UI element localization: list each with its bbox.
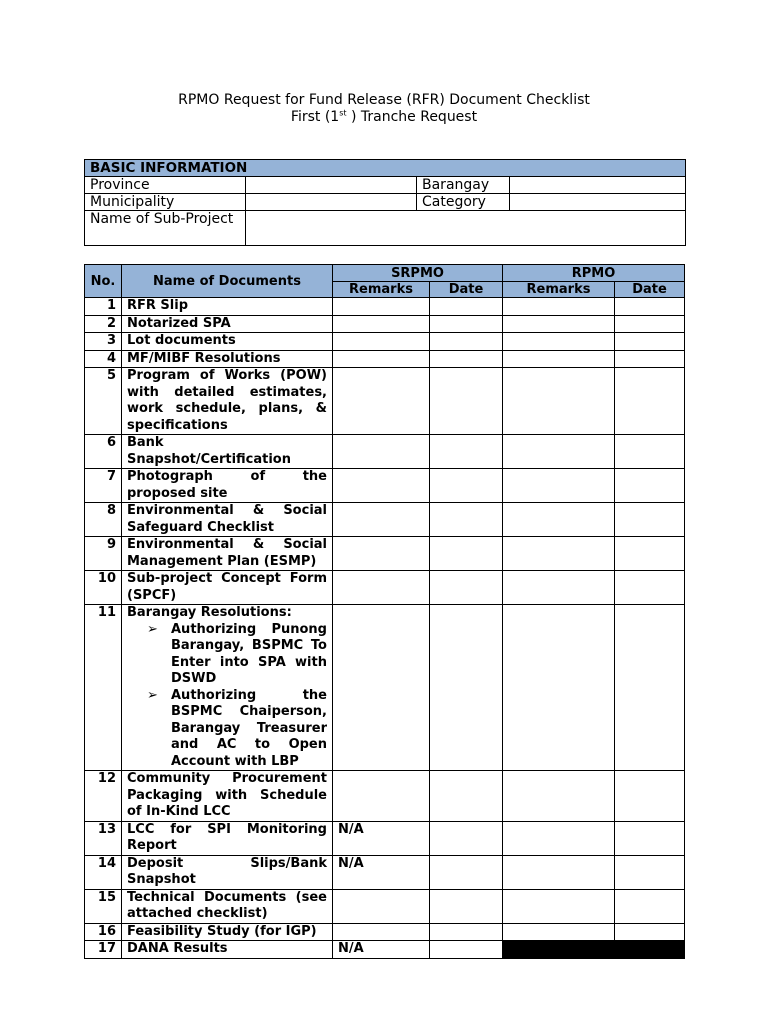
- table-row: [85, 855, 685, 889]
- rpmo-remarks-cell[interactable]: [503, 855, 615, 889]
- table-row: [85, 315, 685, 333]
- document-name: [122, 605, 333, 771]
- document-name-text: Notarized SPA: [127, 315, 231, 331]
- table-row: [85, 771, 685, 822]
- table-row: [85, 333, 685, 351]
- arrow-bullet-icon: ➢: [147, 687, 158, 703]
- document-name-text: DANA Results: [127, 941, 228, 956]
- rpmo-remarks-cell[interactable]: [503, 571, 615, 605]
- srpmo-date-cell[interactable]: [430, 469, 503, 503]
- document-name-text: Sub-project Concept Form (SPCF): [127, 571, 327, 603]
- document-name-text: LCC for SPI Monitoring Report: [127, 821, 327, 853]
- srpmo-remarks-cell[interactable]: [333, 435, 430, 469]
- rpmo-remarks-cell[interactable]: [503, 350, 615, 368]
- srpmo-remarks-cell[interactable]: [333, 469, 430, 503]
- srpmo-remarks-cell[interactable]: [333, 315, 430, 333]
- row-number: 4: [85, 350, 122, 368]
- checklist-rows: [85, 298, 685, 959]
- rpmo-date-cell[interactable]: [615, 771, 685, 822]
- srpmo-date-cell[interactable]: [430, 605, 503, 771]
- document-name: [122, 889, 333, 923]
- row-number: 5: [85, 368, 122, 435]
- row-number: 6: [85, 435, 122, 469]
- rpmo-date-cell[interactable]: [615, 889, 685, 923]
- srpmo-remarks-cell[interactable]: N/A: [333, 821, 430, 855]
- rpmo-remarks-cell[interactable]: [503, 298, 615, 316]
- srpmo-date-cell[interactable]: [430, 889, 503, 923]
- table-row: [85, 605, 685, 771]
- rpmo-remarks-cell[interactable]: [503, 469, 615, 503]
- document-name: [122, 469, 333, 503]
- srpmo-remarks-cell[interactable]: N/A: [333, 941, 430, 959]
- document-name: [122, 923, 333, 941]
- row-number: 1: [85, 298, 122, 316]
- document-name: [122, 571, 333, 605]
- document-name: [122, 350, 333, 368]
- row-number: 13: [85, 821, 122, 855]
- document-subtitle: [0, 109, 768, 126]
- srpmo-date-cell[interactable]: [430, 821, 503, 855]
- rpmo-date-cell: [615, 941, 685, 959]
- table-row: [85, 923, 685, 941]
- table-row: [85, 503, 685, 537]
- header-srpmo-remarks: Remarks: [333, 282, 430, 298]
- rpmo-remarks-cell[interactable]: [503, 889, 615, 923]
- srpmo-date-cell[interactable]: [430, 537, 503, 571]
- arrow-bullet-icon: ➢: [147, 621, 158, 637]
- table-row: [85, 571, 685, 605]
- rpmo-date-cell[interactable]: [615, 503, 685, 537]
- document-name: [122, 821, 333, 855]
- table-row: [85, 368, 685, 435]
- srpmo-date-cell[interactable]: [430, 368, 503, 435]
- subtitle-text-post: ) Tranche Request: [346, 109, 478, 125]
- document-name-text: Barangay Resolutions:: [127, 605, 292, 620]
- rpmo-date-cell[interactable]: [615, 368, 685, 435]
- barangay-label: Barangay: [417, 177, 510, 194]
- srpmo-date-cell[interactable]: [430, 298, 503, 316]
- srpmo-remarks-cell[interactable]: N/A: [333, 855, 430, 889]
- srpmo-remarks-cell[interactable]: [333, 923, 430, 941]
- srpmo-date-cell[interactable]: [430, 333, 503, 351]
- rpmo-date-cell[interactable]: [615, 923, 685, 941]
- document-name-text: Bank Snapshot/Certification: [127, 435, 291, 467]
- srpmo-remarks-cell[interactable]: [333, 571, 430, 605]
- header-rpmo-remarks: Remarks: [503, 282, 615, 298]
- table-row: [85, 941, 685, 959]
- rpmo-remarks-cell[interactable]: [503, 435, 615, 469]
- document-name-text: Program of Works (POW) with detailed estimates, work schedule, plans, & specifications: [127, 368, 327, 433]
- subtitle-text-pre: First (1: [290, 109, 340, 125]
- document-name: [122, 941, 333, 959]
- document-name: [122, 333, 333, 351]
- table-row: [85, 537, 685, 571]
- document-name: [122, 503, 333, 537]
- srpmo-remarks-cell[interactable]: [333, 537, 430, 571]
- row-number: 10: [85, 571, 122, 605]
- table-row: [85, 298, 685, 316]
- rpmo-date-cell[interactable]: [615, 571, 685, 605]
- rpmo-date-cell[interactable]: [615, 350, 685, 368]
- rpmo-remarks-cell: [503, 941, 615, 959]
- document-name-text: Photograph of the proposed site: [127, 469, 327, 501]
- srpmo-date-cell[interactable]: [430, 941, 503, 959]
- rpmo-remarks-cell[interactable]: [503, 771, 615, 822]
- rpmo-date-cell[interactable]: [615, 605, 685, 771]
- document-name: [122, 435, 333, 469]
- rpmo-remarks-cell[interactable]: [503, 923, 615, 941]
- rpmo-date-cell[interactable]: [615, 333, 685, 351]
- srpmo-remarks-cell[interactable]: [333, 368, 430, 435]
- row-number: 2: [85, 315, 122, 333]
- header-no: No.: [85, 265, 122, 298]
- table-row: [85, 821, 685, 855]
- resolution-bullet-text: Authorizing Punong Barangay, BSPMC To Enter into SPA with DSWD: [171, 621, 327, 686]
- header-srpmo-date: Date: [430, 282, 503, 298]
- rpmo-date-cell[interactable]: [615, 315, 685, 333]
- resolution-bullet: [127, 622, 327, 688]
- srpmo-remarks-cell[interactable]: [333, 605, 430, 771]
- rpmo-date-cell[interactable]: [615, 298, 685, 316]
- srpmo-date-cell[interactable]: [430, 503, 503, 537]
- rpmo-date-cell[interactable]: [615, 537, 685, 571]
- srpmo-remarks-cell[interactable]: [333, 350, 430, 368]
- srpmo-remarks-cell[interactable]: [333, 333, 430, 351]
- document-name: [122, 855, 333, 889]
- document-name: [122, 771, 333, 822]
- barangay-field[interactable]: [510, 177, 686, 194]
- document-name: [122, 368, 333, 435]
- document-name-text: Technical Documents (see attached checklist): [127, 889, 327, 921]
- row-number: 15: [85, 889, 122, 923]
- srpmo-date-cell[interactable]: [430, 350, 503, 368]
- document-name-text: Community Procurement Packaging with Schedule of In-Kind LCC: [127, 771, 327, 819]
- row-number: 8: [85, 503, 122, 537]
- document-name-text: Environmental & Social Management Plan (ESMP): [127, 537, 327, 569]
- header-rpmo-date: Date: [615, 282, 685, 298]
- basic-information-header: BASIC INFORMATION: [85, 160, 686, 177]
- basic-information-table: [84, 159, 686, 246]
- row-number: 16: [85, 923, 122, 941]
- rpmo-date-cell[interactable]: [615, 469, 685, 503]
- document-name-text: Deposit Slips/Bank Snapshot: [127, 855, 327, 887]
- row-number: 7: [85, 469, 122, 503]
- rpmo-remarks-cell[interactable]: [503, 333, 615, 351]
- row-number: 9: [85, 537, 122, 571]
- subproject-field[interactable]: [246, 211, 686, 246]
- header-rpmo: RPMO: [503, 265, 685, 282]
- document-name-text: RFR Slip: [127, 298, 189, 313]
- srpmo-remarks-cell[interactable]: [333, 889, 430, 923]
- header-name-of-documents: Name of Documents: [122, 265, 333, 298]
- srpmo-date-cell[interactable]: [430, 771, 503, 822]
- document-name-text: Environmental & Social Safeguard Checklist: [127, 503, 327, 535]
- rpmo-remarks-cell[interactable]: [503, 537, 615, 571]
- subproject-label: Name of Sub-Project: [85, 211, 246, 246]
- table-row: [85, 350, 685, 368]
- province-field[interactable]: [246, 177, 417, 194]
- province-label: Province: [85, 177, 246, 194]
- rpmo-date-cell[interactable]: [615, 821, 685, 855]
- srpmo-date-cell[interactable]: [430, 855, 503, 889]
- document-name: [122, 298, 333, 316]
- srpmo-date-cell[interactable]: [430, 315, 503, 333]
- row-number: 11: [85, 605, 122, 771]
- rpmo-date-cell[interactable]: [615, 855, 685, 889]
- rpmo-remarks-cell[interactable]: [503, 821, 615, 855]
- resolution-bullet-text: Authorizing the BSPMC Chaiperson, Barangay Treasurer and AC to Open Account with LBP: [171, 687, 327, 769]
- row-number: 17: [85, 941, 122, 959]
- rpmo-remarks-cell[interactable]: [503, 315, 615, 333]
- table-row: [85, 889, 685, 923]
- resolution-bullet: [127, 688, 327, 771]
- category-field[interactable]: [510, 194, 686, 211]
- municipality-label: Municipality: [85, 194, 246, 211]
- srpmo-remarks-cell[interactable]: [333, 503, 430, 537]
- rpmo-remarks-cell[interactable]: [503, 503, 615, 537]
- document-name-text: Feasibility Study (for IGP): [127, 923, 317, 939]
- category-label: Category: [417, 194, 510, 211]
- document-name-text: Lot documents: [127, 333, 236, 348]
- srpmo-remarks-cell[interactable]: [333, 298, 430, 316]
- row-number: 3: [85, 333, 122, 351]
- table-row: [85, 469, 685, 503]
- rpmo-remarks-cell[interactable]: [503, 605, 615, 771]
- document-checklist-table: [84, 264, 685, 959]
- document-name: [122, 315, 333, 333]
- rpmo-date-cell[interactable]: [615, 435, 685, 469]
- srpmo-remarks-cell[interactable]: [333, 771, 430, 822]
- document-name-text: MF/MIBF Resolutions: [127, 350, 281, 366]
- srpmo-date-cell[interactable]: [430, 923, 503, 941]
- document-title: RPMO Request for Fund Release (RFR) Document Checklist: [178, 92, 590, 108]
- table-row: [85, 435, 685, 469]
- srpmo-date-cell[interactable]: [430, 571, 503, 605]
- header-srpmo: SRPMO: [333, 265, 503, 282]
- row-number: 12: [85, 771, 122, 822]
- srpmo-date-cell[interactable]: [430, 435, 503, 469]
- document-name: [122, 537, 333, 571]
- subtitle-superscript: st: [339, 108, 347, 118]
- row-number: 14: [85, 855, 122, 889]
- municipality-field[interactable]: [246, 194, 417, 211]
- rpmo-remarks-cell[interactable]: [503, 368, 615, 435]
